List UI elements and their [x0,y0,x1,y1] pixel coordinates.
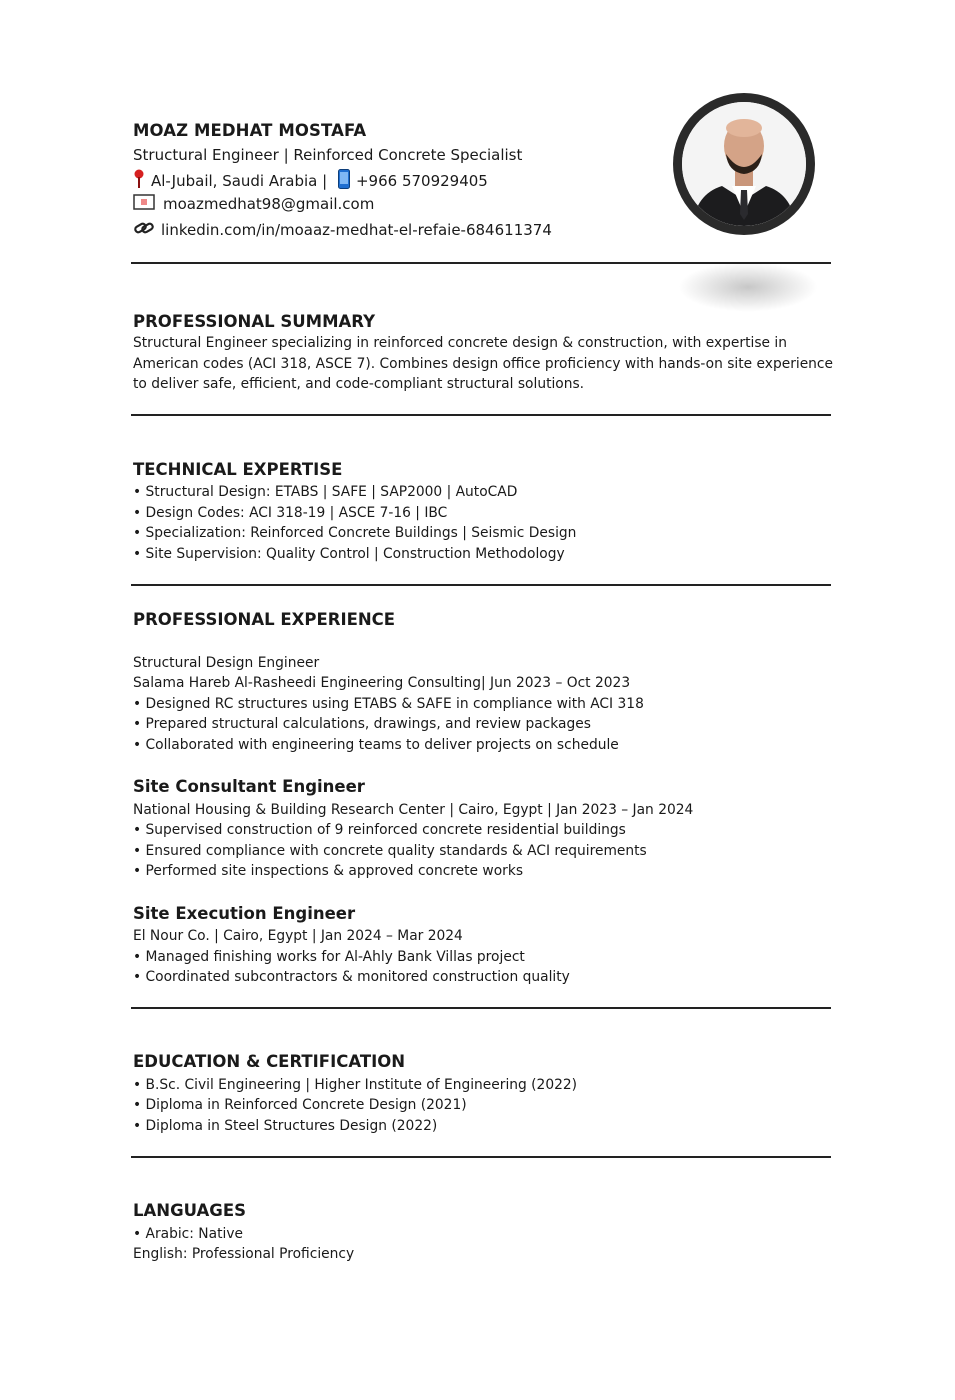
job-title: Site Execution Engineer [133,904,356,923]
linkedin-link[interactable]: linkedin.com/in/moaaz-medhat-el-refaie-684611374 [161,221,552,239]
divider [131,414,831,416]
languages-heading: LANGUAGES [133,1201,246,1220]
education-item: • Diploma in Reinforced Concrete Design (2021) [133,1097,467,1113]
expertise-item: • Structural Design: ETABS | SAFE | SAP2000 | AutoCAD [133,484,518,500]
divider [131,1156,831,1158]
job-bullet: • Prepared structural calculations, drawings, and review packages [133,716,591,732]
divider [131,1007,831,1009]
candidate-name: MOAZ MEDHAT MOSTAFA [133,121,367,140]
job-bullet: • Designed RC structures using ETABS & SAFE in compliance with ACI 318 [133,696,644,712]
phone-number[interactable]: +966 570929405 [355,172,488,190]
job-bullet: • Supervised construction of 9 reinforced concrete residential buildings [133,822,626,838]
experience-heading: PROFESSIONAL EXPERIENCE [133,610,396,629]
job-title: Site Consultant Engineer [133,777,365,796]
job-company: National Housing & Building Research Center | Cairo, Egypt | Jan 2023 – Jan 2024 [133,802,694,818]
summary-line: American codes (ACI 318, ASCE 7). Combines design office proficiency with hands-on site experience [133,356,834,372]
job-bullet: • Ensured compliance with concrete quality standards & ACI requirements [133,843,647,859]
job-bullet: • Performed site inspections & approved concrete works [133,863,524,879]
expertise-item: • Specialization: Reinforced Concrete Buildings | Seismic Design [133,525,577,541]
job-bullet: • Collaborated with engineering teams to deliver projects on schedule [133,737,619,753]
pin-icon [133,169,145,194]
location-phone-line [133,169,488,194]
profile-photo [682,102,806,226]
education-item: • Diploma in Steel Structures Design (2022) [133,1118,438,1134]
summary-line: Structural Engineer specializing in reinforced concrete design & construction, with expertise in [133,335,787,351]
email-icon [133,194,155,215]
location-text: Al-Jubail, Saudi Arabia | [151,172,328,190]
job-company: Salama Hareb Al-Rasheedi Engineering Consulting| Jun 2023 – Oct 2023 [133,675,631,691]
job-bullet: • Managed finishing works for Al-Ahly Bank Villas project [133,949,525,965]
job-company: El Nour Co. | Cairo, Egypt | Jan 2024 – Mar 2024 [133,928,463,944]
summary-line: to deliver safe, efficient, and code-compliant structural solutions. [133,376,585,392]
expertise-heading: TECHNICAL EXPERTISE [133,460,343,479]
email-link[interactable]: moazmedhat98@gmail.com [163,195,375,213]
education-item: • B.Sc. Civil Engineering | Higher Institute of Engineering (2022) [133,1077,578,1093]
language-item: • Arabic: Native [133,1226,243,1242]
divider [131,262,831,264]
photo-shadow [678,262,818,312]
education-heading: EDUCATION & CERTIFICATION [133,1052,406,1071]
expertise-item: • Design Codes: ACI 318-19 | ASCE 7-16 | IBC [133,505,448,521]
link-icon [133,219,155,242]
language-item: English: Professional Proficiency [133,1246,355,1262]
job-bullet: • Coordinated subcontractors & monitored construction quality [133,969,570,985]
phone-icon [338,169,350,194]
job-title: Structural Design Engineer [133,655,320,671]
email-line [133,194,374,215]
divider [131,584,831,586]
summary-heading: PROFESSIONAL SUMMARY [133,312,376,331]
job-title: Structural Engineer | Reinforced Concrete Specialist [133,146,523,164]
linkedin-line [133,219,552,242]
expertise-item: • Site Supervision: Quality Control | Construction Methodology [133,546,565,562]
